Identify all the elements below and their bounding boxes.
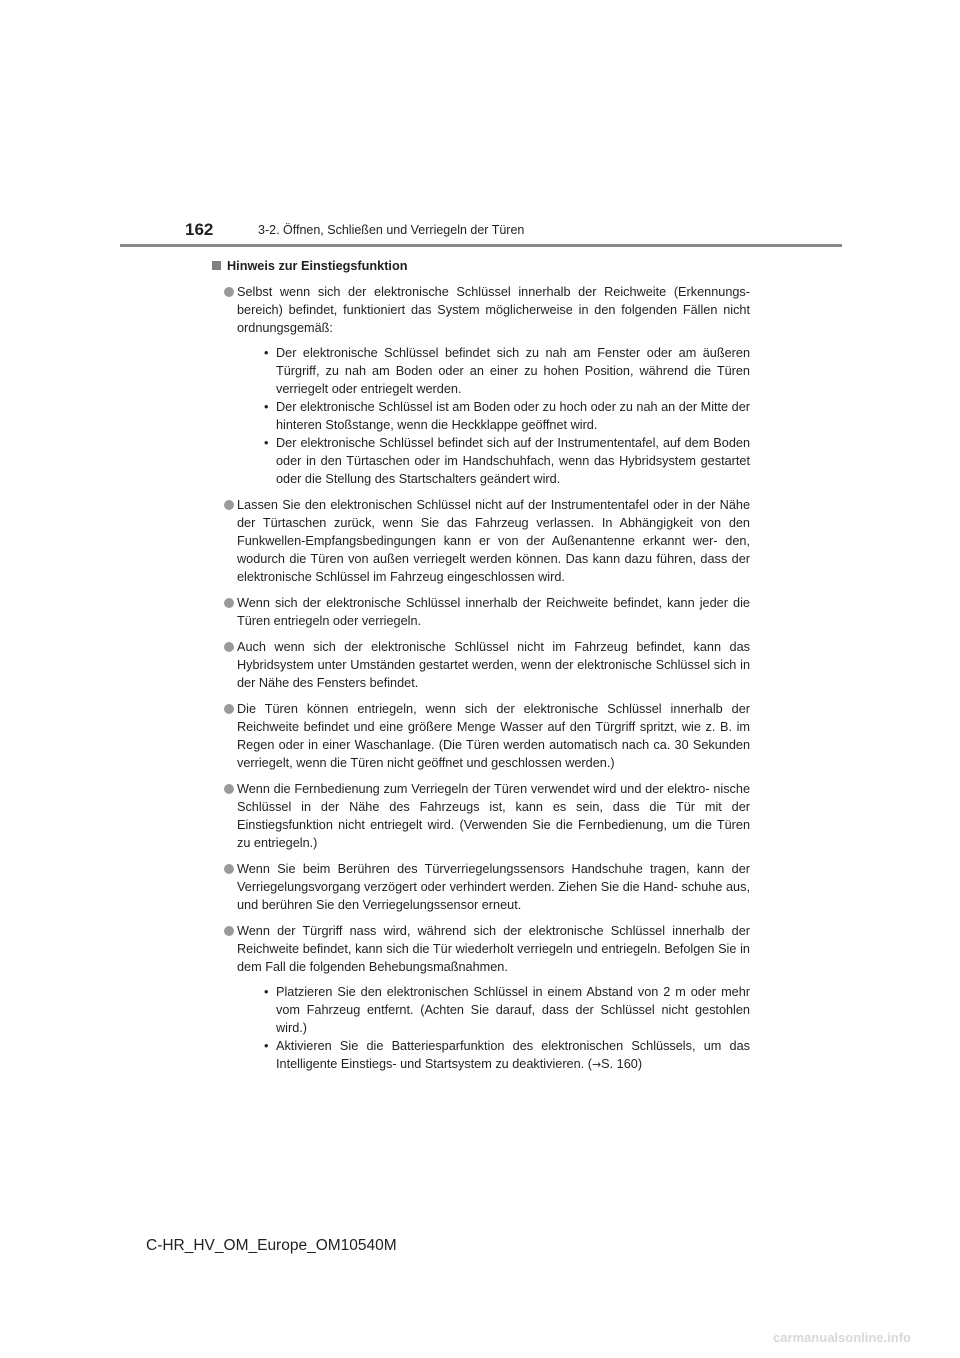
sub-list-item [262,1037,750,1074]
list-item-text: Auch wenn sich der elektronische Schlüssel nicht im Fahrzeug befindet, kann das Hybridsystem unter Umständen gestartet werden, wenn der elektronische Schlüssel sich in der Nähe des Fensters befindet. [237,640,750,690]
dot-bullet-icon: • [264,346,269,360]
document-id: C-HR_HV_OM_Europe_OM10540M [146,1237,397,1254]
dot-bullet-icon: • [264,400,269,414]
list-item-text: Die Türen können entriegeln, wenn sich der elektronische Schlüssel innerhalb der Reichweite befindet und eine größere Menge Wasser auf den Türgriff spritzt, wie z. B. im Regen oder in einer Waschanlage. (Die Türen werden automatisch nach ca. 30 Sekunden verriegelt, wenn die Türen nicht geöffnet und geschlossen werden.) [237,702,750,770]
sub-list-item-text: Platzieren Sie den elektronischen Schlüssel in einem Abstand von 2 m oder mehr vom Fahrzeug entfernt. (Achten Sie darauf, dass der Schlüssel nicht gestohlen wird.) [276,985,750,1035]
list-item [212,638,750,692]
sub-list-item-text: Der elektronische Schlüssel befindet sich zu nah am Fenster oder am äußeren Türgriff, zu nah am Boden oder an einer zu hohen Position, während die Türen verriegelt oder entriegelt werden. [276,346,750,396]
list-item [212,496,750,586]
circle-bullet-icon [224,704,234,714]
circle-bullet-icon [224,500,234,510]
list-item-text: Wenn die Fernbedienung zum Verriegeln der Türen verwendet wird und der elektro- nische Schlüssel in der Nähe des Fahrzeugs ist, kann es sein, dass die Tür mit der Einstiegsfunktion nicht entriegelt wird. (Verwenden Sie die Fernbedienung, um die Türen zu entriegeln.) [237,782,750,850]
circle-bullet-icon [224,926,234,936]
sub-list-item-text: Der elektronische Schlüssel ist am Boden oder zu hoch oder zu nah an der Mitte der hinteren Stoßstange, wenn die Heckklappe geöffnet wird. [276,400,750,432]
circle-bullet-icon [224,598,234,608]
list-item [212,283,750,488]
list-item [212,594,750,630]
dot-bullet-icon: • [264,1039,269,1053]
sub-list-item [262,983,750,1037]
dot-bullet-icon: • [264,436,269,450]
header-divider [120,244,842,247]
list-item-text: Wenn der Türgriff nass wird, während sich der elektronische Schlüssel innerhalb der Reichweite befindet, kann sich die Tür wiederholt verriegeln und entriegeln. Befolgen Sie in dem Fall die folgenden Behebungsmaßnahmen. [237,924,750,974]
page-content [212,257,750,1074]
section-heading-text: Hinweis zur Einstiegsfunktion [227,259,408,273]
list-item [212,700,750,772]
list-item-text: Wenn Sie beim Berühren des Türverriegelungssensors Handschuhe tragen, kann der Verriegelungsvorgang verzögert oder verhindert werden. Ziehen Sie die Hand- schuhe aus, und berühren Sie den Verriegelungssensor erneut. [237,862,750,912]
section-title: 3-2. Öffnen, Schließen und Verriegeln der Türen [258,223,525,237]
list-item [212,860,750,914]
sub-list [237,983,750,1074]
circle-bullet-icon [224,784,234,794]
list-item [212,922,750,1074]
arrow-right-icon: → [591,1058,602,1071]
page-number: 162 [185,220,214,239]
dot-bullet-icon: • [264,985,269,999]
list-item-text: Selbst wenn sich der elektronische Schlüssel innerhalb der Reichweite (Erkennungs- bereich) befindet, funktioniert das System möglicherweise in den folgenden Fällen nicht ordnungsgemäß: [237,285,750,335]
list-item-text: Wenn sich der elektronische Schlüssel innerhalb der Reichweite befindet, kann jeder die Türen entriegeln oder verriegeln. [237,596,750,628]
watermark: carmanualsonline.info [773,1330,911,1345]
circle-bullet-icon [224,642,234,652]
sub-list-item [262,344,750,398]
sub-list [237,344,750,488]
section-heading [212,257,750,275]
page-reference-link[interactable]: S. 160) [601,1057,643,1071]
list-item-text: Lassen Sie den elektronischen Schlüssel nicht auf der Instrumententafel oder in der Nähe der Türtaschen zurück, wenn Sie das Fahrzeug verlassen. In Abhängigkeit von den Funkwellen-Empfangsbedingungen kann er von der Außenantenne erkannt wer- den, wodurch die Türen von außen verriegelt werden können. Das kann dazu führen, dass der elektronische Schlüssel im Fahrzeug eingeschlossen wird. [237,498,750,584]
square-bullet-icon [212,261,221,270]
sub-list-item [262,434,750,488]
circle-bullet-icon [224,287,234,297]
sub-list-item-text: Aktivieren Sie die Batteriesparfunktion des elektronischen Schlüssels, um das Intelligente Einstiegs- und Startsystem zu deaktivieren. ( [276,1039,750,1071]
list-item [212,780,750,852]
sub-list-item-text: Der elektronische Schlüssel befindet sich auf der Instrumententafel, auf dem Boden oder in den Türtaschen oder im Handschuhfach, wenn das Hybridsystem gestartet oder die Stellung des Startschalters geändert wird. [276,436,750,486]
circle-bullet-icon [224,864,234,874]
sub-list-item [262,398,750,434]
